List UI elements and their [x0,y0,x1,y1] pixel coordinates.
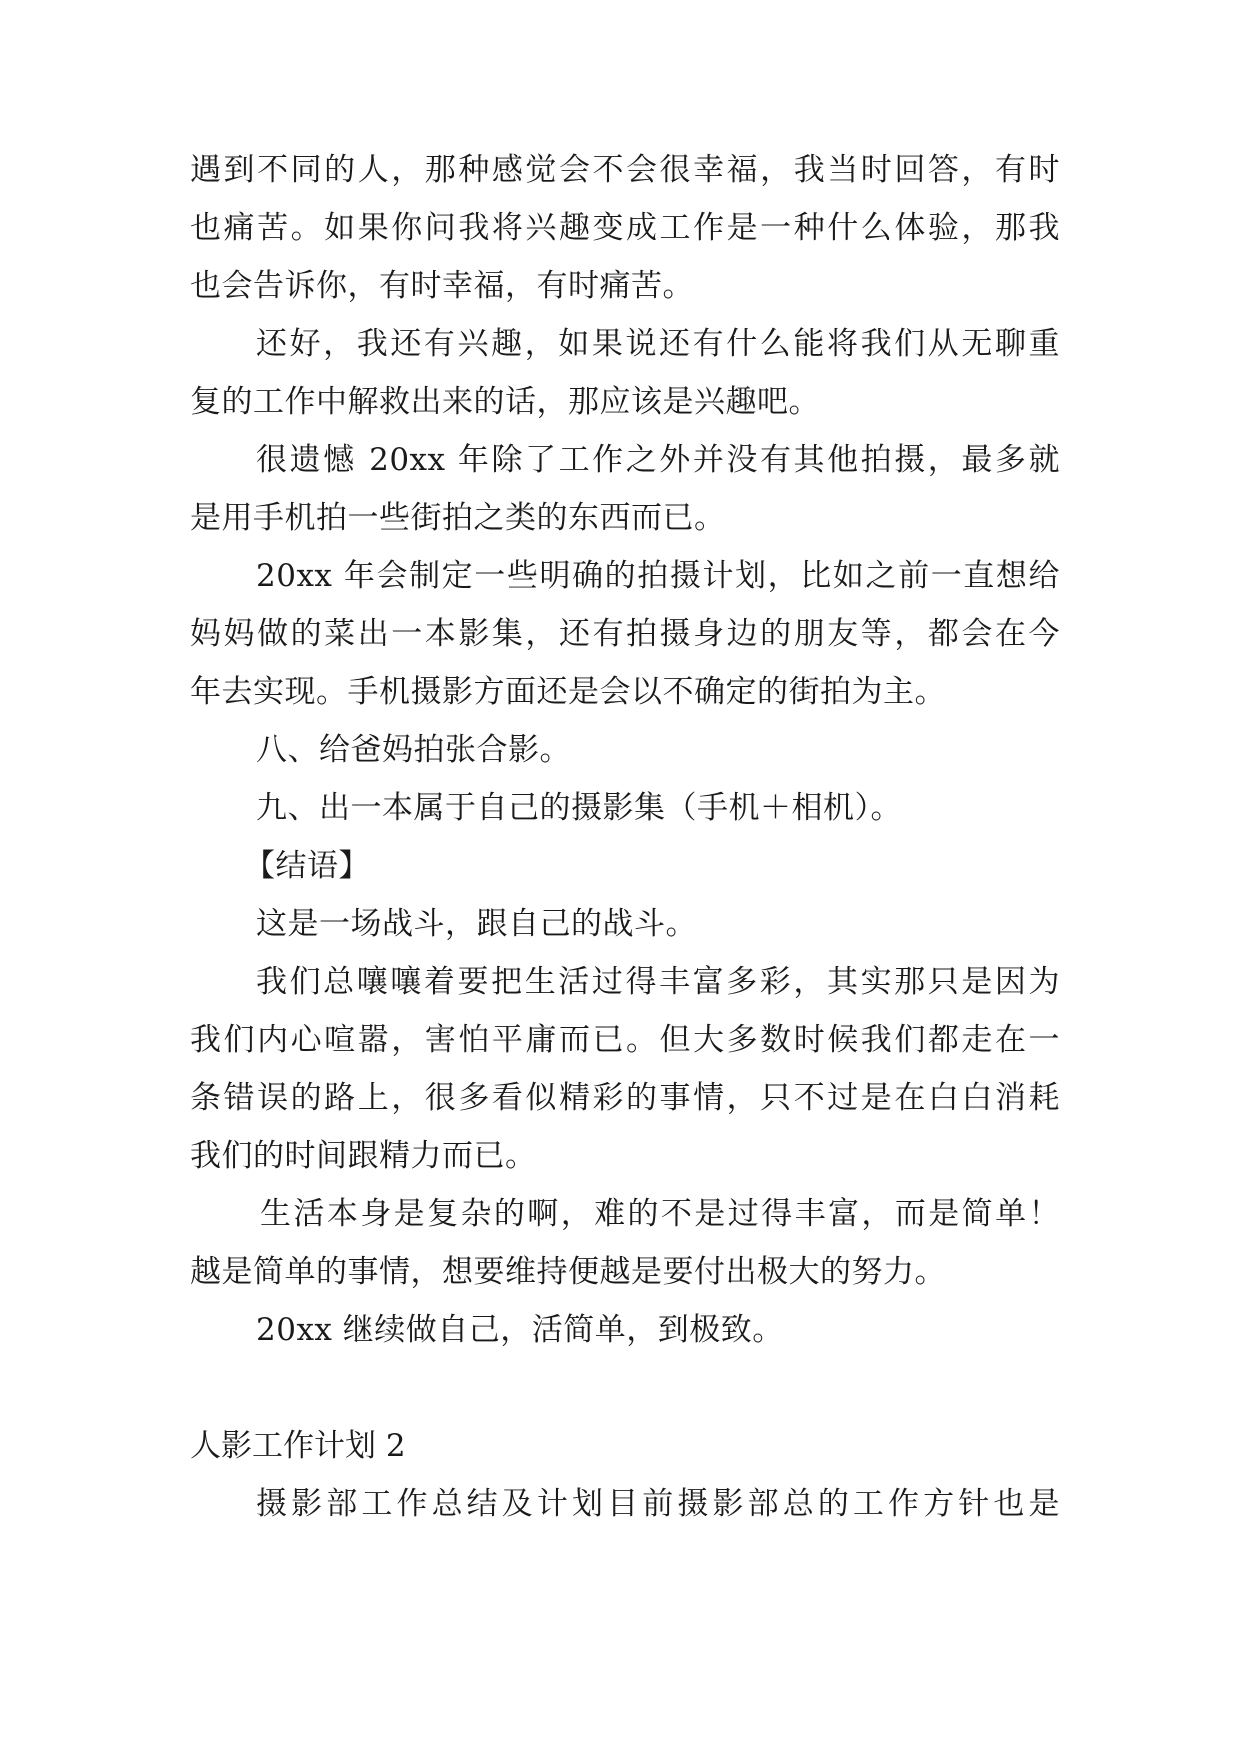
body-text-line: 也痛苦。如果你问我将兴趣变成工作是一种什么体验，那我 [190,210,1060,246]
section-heading: 【结语】 [244,848,370,884]
body-text-line: 越是简单的事情，想要维持便越是要付出极大的努力。 [190,1254,946,1290]
body-text-line: 条错误的路上，很多看似精彩的事情，只不过是在白白消耗 [190,1080,1060,1116]
list-item-text: 九、出一本属于自己的摄影集（手机＋相机）。 [256,790,902,826]
body-text-line: 复的工作中解救出来的话，那应该是兴趣吧。 [190,384,820,420]
body-text-line: 这是一场战斗，跟自己的战斗。 [256,906,697,942]
body-text-line: 摄影部工作总结及计划目前摄影部总的工作方针也是 [256,1486,1060,1522]
body-text-line: 生活本身是复杂的啊，难的不是过得丰富，而是简单！ [260,1196,1060,1232]
body-text-line: 20xx 继续做自己，活简单，到极致。 [256,1312,784,1348]
body-text-line: 20xx 年会制定一些明确的拍摄计划，比如之前一直想给 [256,558,1060,594]
body-text-line: 是用手机拍一些街拍之类的东西而已。 [190,500,726,536]
body-text-line: 还好，我还有兴趣，如果说还有什么能将我们从无聊重 [256,326,1060,362]
body-text-line: 我们的时间跟精力而已。 [190,1138,537,1174]
body-text-line: 年去实现。手机摄影方面还是会以不确定的街拍为主。 [190,674,946,710]
body-text-line: 很遗憾 20xx 年除了工作之外并没有其他拍摄，最多就 [256,442,1060,478]
list-item-text: 八、给爸妈拍张合影。 [256,732,571,768]
body-text-line: 遇到不同的人，那种感觉会不会很幸福，我当时回答，有时 [190,152,1060,188]
body-text-line: 妈妈做的菜出一本影集，还有拍摄身边的朋友等，都会在今 [190,616,1060,652]
body-text-line: 也会告诉你，有时幸福，有时痛苦。 [190,268,694,304]
body-text-line: 我们总嚷嚷着要把生活过得丰富多彩，其实那只是因为 [256,964,1060,1000]
document-title: 人影工作计划 2 [190,1428,406,1464]
body-text-line: 我们内心喧嚣，害怕平庸而已。但大多数时候我们都走在一 [190,1022,1060,1058]
